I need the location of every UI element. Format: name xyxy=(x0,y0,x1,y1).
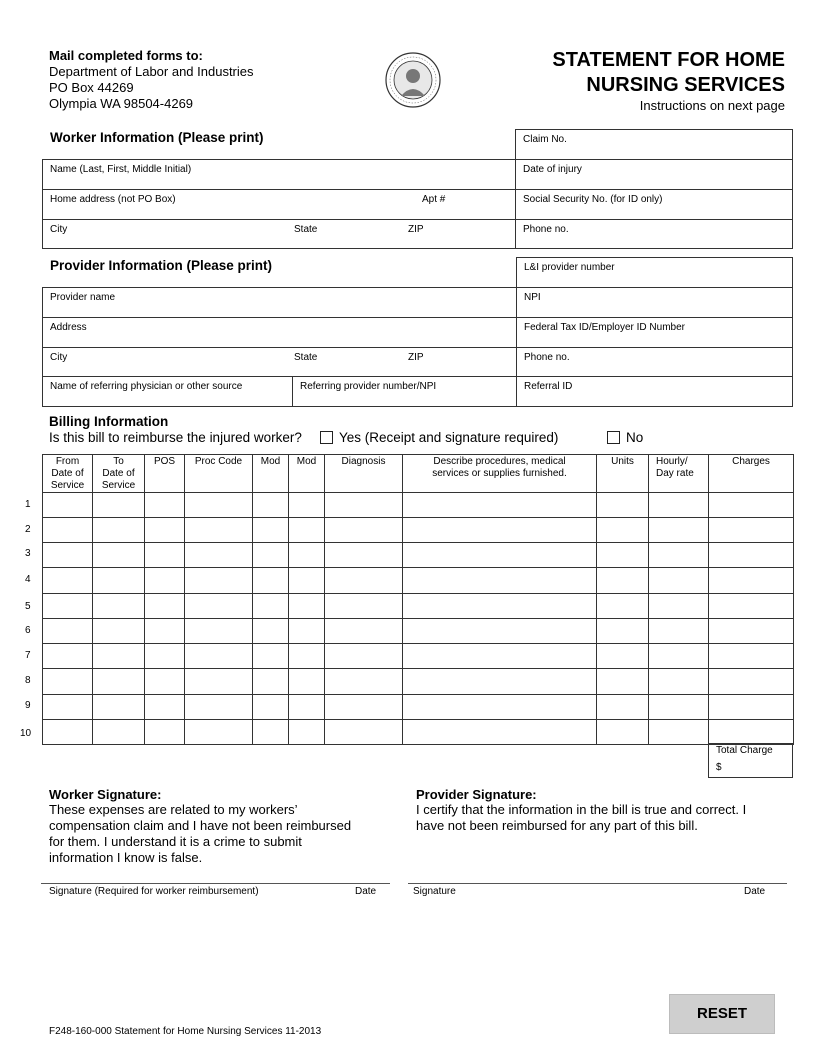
grid-row-line xyxy=(42,542,794,543)
grid-row-line xyxy=(42,744,794,745)
row-number: 9 xyxy=(25,700,31,711)
grid-row-line xyxy=(42,668,794,669)
col-header-hourly: Hourly/ Day rate xyxy=(656,456,694,479)
mail-address-line: Department of Labor and Industries xyxy=(49,64,254,79)
provider-name-field[interactable] xyxy=(42,287,517,318)
row-number: 7 xyxy=(25,650,31,661)
worker-signature-title: Worker Signature: xyxy=(49,787,162,802)
col-header-describe: Describe procedures, medical services or supplies furnished. xyxy=(432,456,567,479)
grid-col-line xyxy=(402,454,403,745)
page-title: STATEMENT FOR HOME NURSING SERVICES xyxy=(552,49,785,96)
yes-option[interactable] xyxy=(320,430,558,445)
field-label: Home address (not PO Box) xyxy=(50,194,176,205)
row-number: 2 xyxy=(25,524,31,535)
yes-label: Yes (Receipt and signature required) xyxy=(339,430,559,445)
grid-row-line xyxy=(42,517,794,518)
field-label: ZIP xyxy=(408,224,424,235)
col-header-from: From Date of Service xyxy=(50,456,85,491)
grid-row-line xyxy=(42,593,794,594)
npi-field[interactable] xyxy=(516,287,793,318)
provider-date-label: Date xyxy=(744,886,766,897)
field-label: City xyxy=(50,352,68,363)
grid-row-line xyxy=(42,618,794,619)
field-label: Name of referring physician or other source xyxy=(50,381,243,392)
field-label: Federal Tax ID/Employer ID Number xyxy=(524,322,685,333)
yes-checkbox[interactable] xyxy=(320,431,333,444)
field-label: Date of injury xyxy=(523,164,582,175)
worker-name-field[interactable] xyxy=(42,159,516,190)
li-provider-number-field[interactable] xyxy=(516,257,793,288)
col-header-proc-code: Proc Code xyxy=(194,456,243,467)
col-header-mod-2: Mod xyxy=(296,456,317,467)
grid-col-line xyxy=(708,454,709,745)
row-number: 1 xyxy=(25,499,31,510)
field-label: Name (Last, First, Middle Initial) xyxy=(50,164,192,175)
field-label: Referring provider number/NPI xyxy=(300,381,437,392)
no-label: No xyxy=(626,430,644,445)
mail-address-line: Olympia WA 98504-4269 xyxy=(49,96,194,111)
no-checkbox[interactable] xyxy=(607,431,620,444)
field-label: Apt # xyxy=(422,194,446,205)
provider-address-field[interactable] xyxy=(42,317,517,348)
row-number: 10 xyxy=(20,728,32,739)
worker-date-label: Date xyxy=(355,886,377,897)
worker-phone-field[interactable] xyxy=(515,219,793,249)
provider-city-field[interactable] xyxy=(42,347,517,377)
col-header-mod-1: Mod xyxy=(260,456,281,467)
grid-col-line xyxy=(252,454,253,745)
field-label: State xyxy=(294,352,318,363)
mail-address-line: PO Box 44269 xyxy=(49,80,134,95)
grid-col-line xyxy=(288,454,289,745)
field-label: L&I provider number xyxy=(524,262,615,273)
reimburse-question: Is this bill to reimburse the injured worker? xyxy=(49,430,302,445)
grid-row-line xyxy=(42,694,794,695)
referral-id-field[interactable] xyxy=(516,376,793,407)
grid-col-line xyxy=(184,454,185,745)
tax-id-field[interactable] xyxy=(516,317,793,348)
field-label: State xyxy=(294,224,318,235)
worker-city-field[interactable] xyxy=(42,219,516,249)
total-charge-label: Total Charge xyxy=(716,745,773,756)
field-label: Social Security No. (for ID only) xyxy=(523,194,663,205)
ssn-field[interactable] xyxy=(515,189,793,220)
worker-signature-line[interactable] xyxy=(41,883,390,884)
grid-row-line xyxy=(42,719,794,720)
worker-signature-label: Signature (Required for worker reimbursement) xyxy=(49,886,259,897)
grid-row-line xyxy=(42,492,794,493)
field-label: Phone no. xyxy=(524,352,570,363)
form-id: F248-160-000 Statement for Home Nursing Services 11-2013 xyxy=(49,1026,322,1037)
provider-phone-field[interactable] xyxy=(516,347,793,377)
worker-statement: These expenses are related to my workers’ compensation claim and I have not been reimbursed for them. I understand it is a crime to submit information I know is false. xyxy=(49,802,352,865)
provider-statement: I certify that the information in the bill is true and correct. I have not been reimbursed for any part of this bill. xyxy=(416,802,747,833)
field-label: ZIP xyxy=(408,352,424,363)
grid-col-line xyxy=(92,454,93,745)
row-number: 8 xyxy=(25,675,31,686)
field-label: Provider name xyxy=(50,292,116,303)
currency-symbol: $ xyxy=(716,762,722,773)
referring-number-field[interactable] xyxy=(292,376,517,407)
grid-row-line xyxy=(42,454,794,455)
reset-button[interactable]: RESET xyxy=(669,994,775,1034)
field-label: Phone no. xyxy=(523,224,569,235)
grid-col-line xyxy=(793,454,794,745)
provider-signature-title: Provider Signature: xyxy=(416,787,537,802)
col-header-diagnosis: Diagnosis xyxy=(341,456,386,467)
billing-section-title: Billing Information xyxy=(49,414,169,429)
grid-col-line xyxy=(648,454,649,745)
col-header-to: To Date of Service xyxy=(101,456,136,491)
provider-signature-line[interactable] xyxy=(408,883,787,884)
col-header-units: Units xyxy=(611,456,634,467)
field-label: Referral ID xyxy=(524,381,573,392)
provider-section-title: Provider Information (Please print) xyxy=(50,258,273,273)
row-number: 4 xyxy=(25,574,31,585)
state-seal-icon xyxy=(385,52,441,108)
col-header-pos: POS xyxy=(153,456,176,467)
grid-col-line xyxy=(42,454,43,745)
row-number: 3 xyxy=(25,548,31,559)
field-label: Claim No. xyxy=(523,134,567,145)
total-charge-field[interactable] xyxy=(708,743,793,778)
field-label: NPI xyxy=(524,292,541,303)
provider-signature-label: Signature xyxy=(413,886,456,897)
mail-label: Mail completed forms to: xyxy=(49,48,203,63)
worker-section-title: Worker Information (Please print) xyxy=(50,130,264,145)
referring-name-field[interactable] xyxy=(42,376,293,407)
grid-row-line xyxy=(42,643,794,644)
no-option[interactable] xyxy=(607,430,643,445)
row-number: 6 xyxy=(25,625,31,636)
date-of-injury-field[interactable] xyxy=(515,159,793,190)
grid-col-line xyxy=(144,454,145,745)
home-address-field[interactable] xyxy=(42,189,516,220)
instructions-note: Instructions on next page xyxy=(639,98,785,113)
row-number: 5 xyxy=(25,601,31,612)
grid-col-line xyxy=(596,454,597,745)
grid-col-line xyxy=(324,454,325,745)
field-label: Address xyxy=(50,322,87,333)
grid-row-line xyxy=(42,567,794,568)
field-label: City xyxy=(50,224,68,235)
col-header-charges: Charges xyxy=(732,456,770,467)
claim-no-field[interactable] xyxy=(515,129,793,160)
